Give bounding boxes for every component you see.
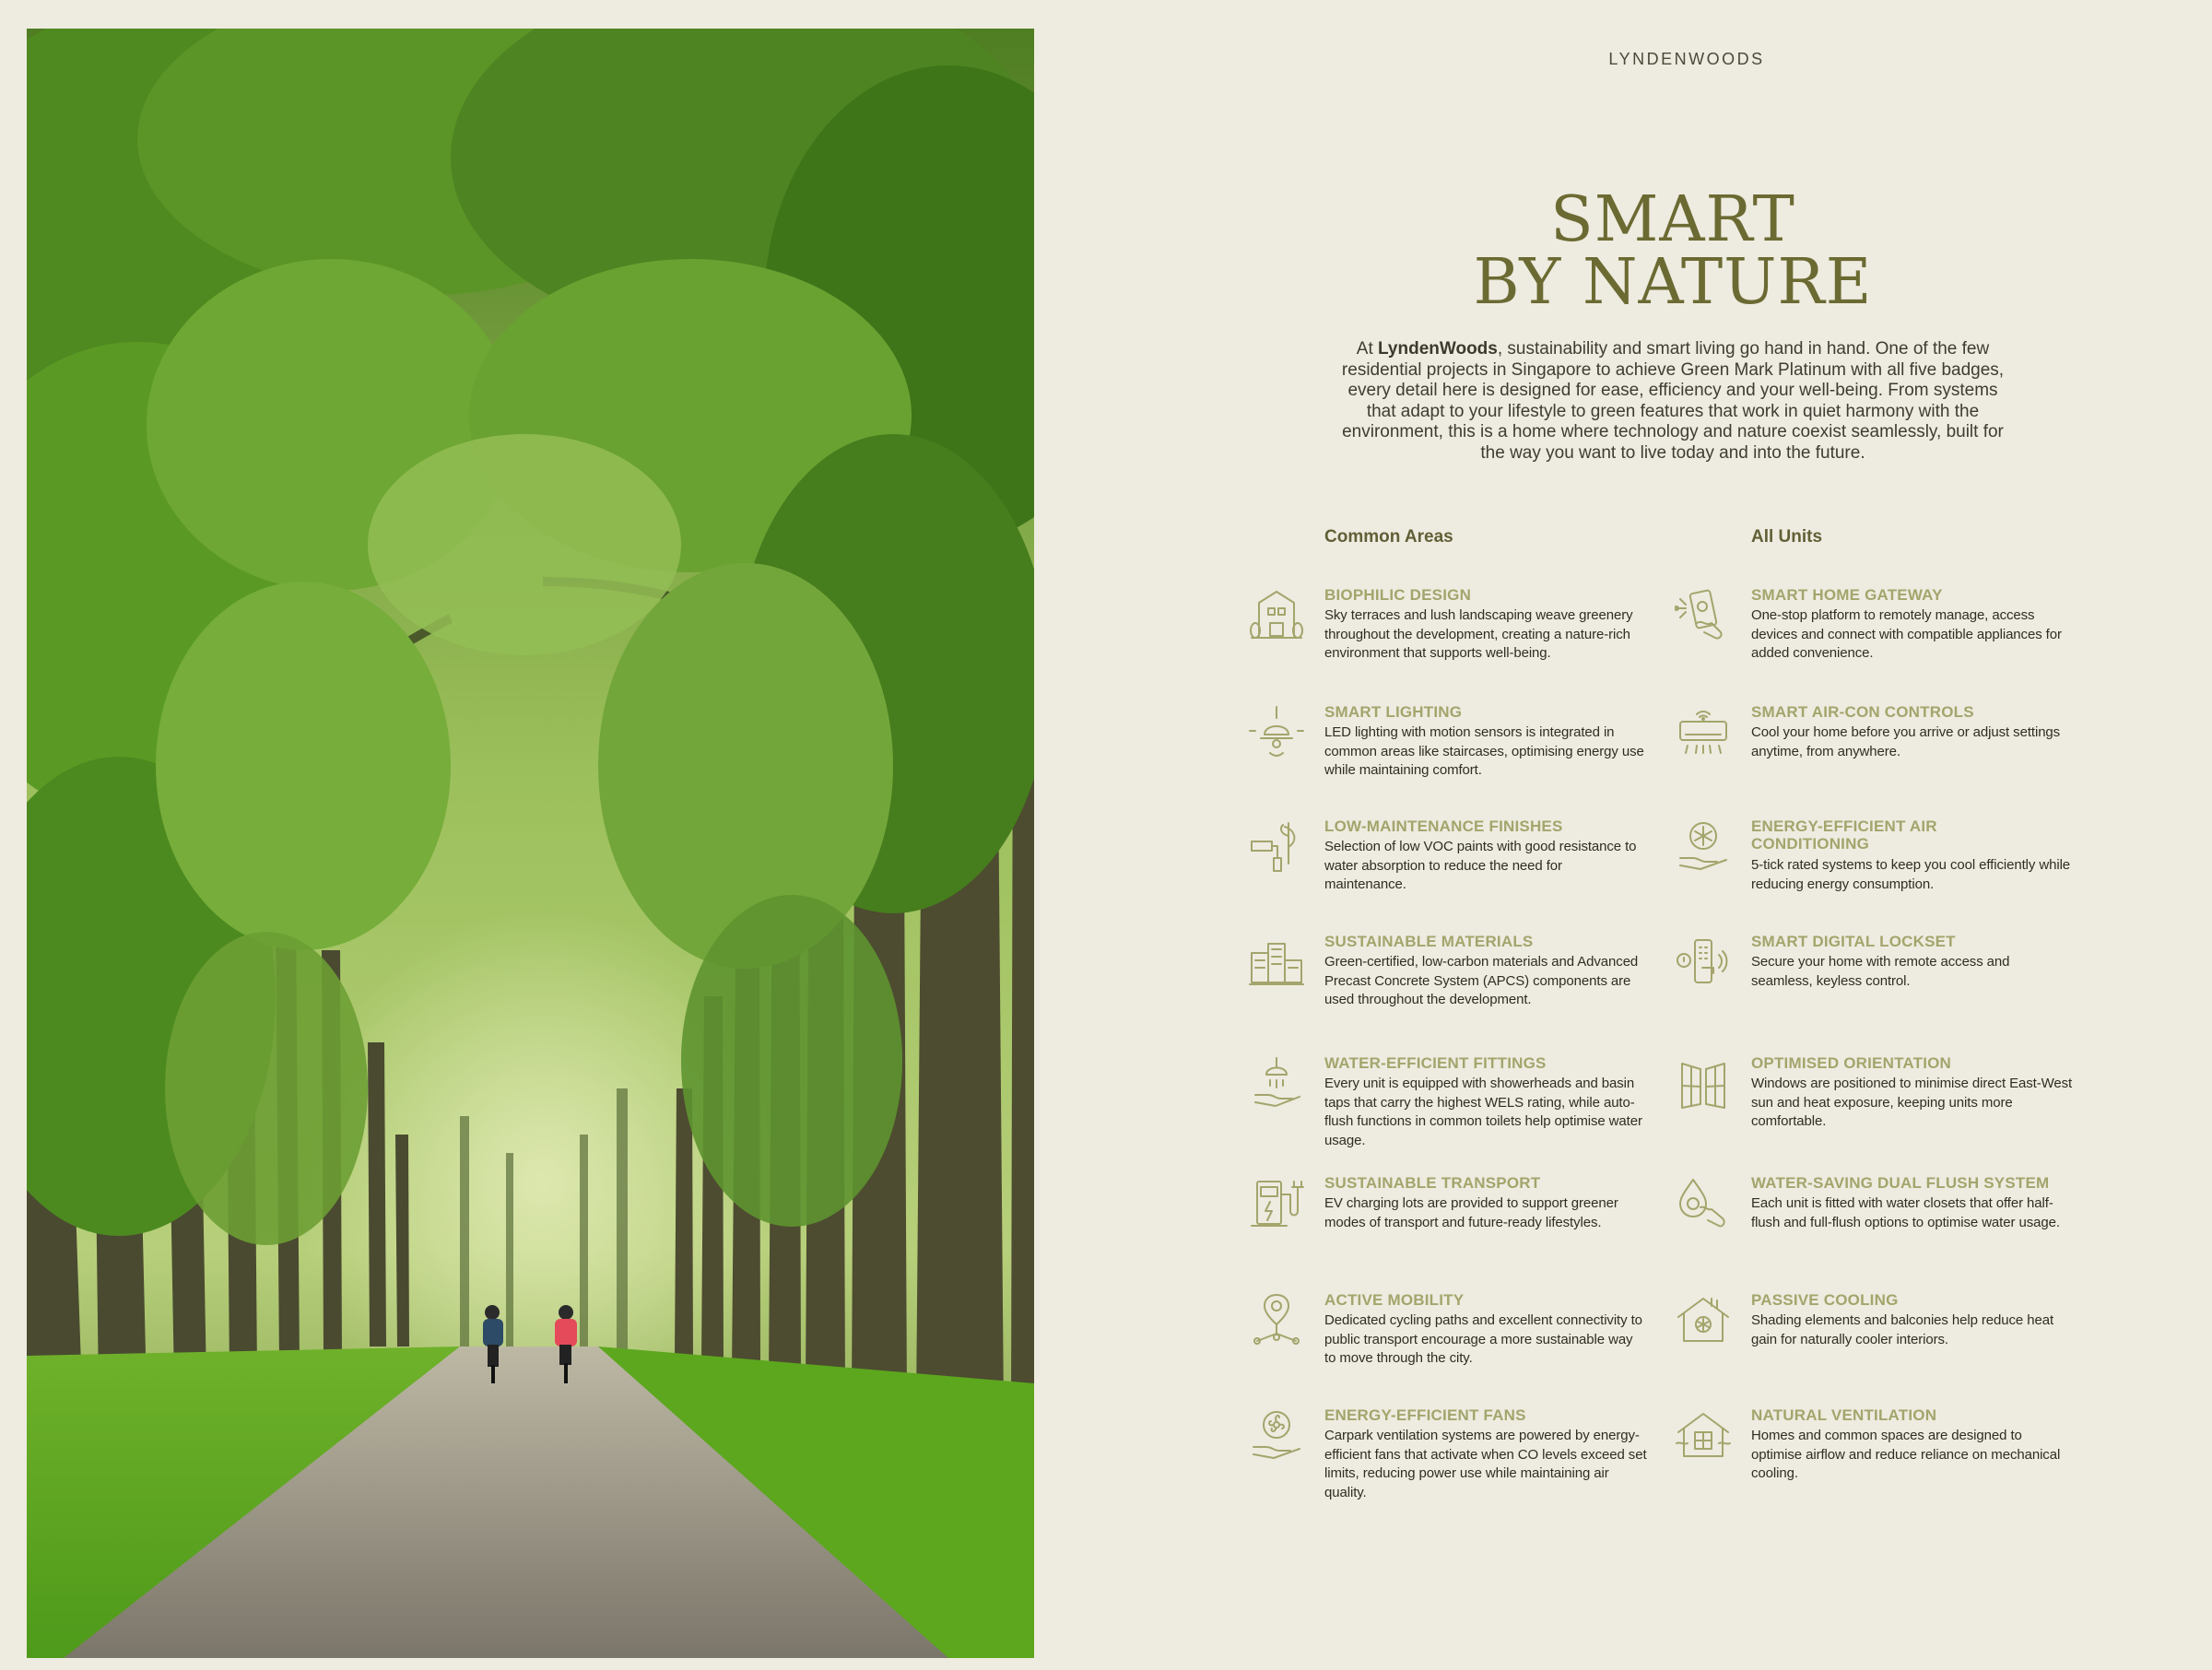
feature-title: SUSTAINABLE MATERIALS	[1324, 933, 1534, 950]
air-conditioner-wifi-icon	[1675, 703, 1732, 760]
feature-description: Windows are positioned to minimise direct East-West sun and heat exposure, keeping units more comfortable.	[1751, 1076, 2073, 1129]
feature-description: LED lighting with motion sensors is integrated in common areas like staircases, optimising energy use while maintaining comfort.	[1324, 724, 1644, 778]
feature-description: Cool your home before you arrive or adjust settings anytime, from anywhere.	[1751, 724, 2061, 759]
feature-description: Secure your home with remote access and seamless, keyless control.	[1751, 954, 2010, 989]
precast-buildings-icon	[1248, 933, 1305, 990]
hero-photo	[27, 29, 1034, 1658]
feature-description: Carpark ventilation systems are powered by energy-efficient fans that activate when CO levels exceed set limits, reducing power use while maintaining air quality.	[1324, 1428, 1647, 1500]
feature-title: NATURAL VENTILATION	[1751, 1406, 1937, 1424]
window-orientation-icon	[1675, 1054, 1732, 1111]
title-line-1: SMART	[1550, 183, 1795, 256]
title-line-2: BY NATURE	[1473, 246, 1873, 319]
feature-description: Each unit is fitted with water closets that offer half-flush and full-flush options to optimise water usage.	[1751, 1195, 2060, 1230]
digital-lock-icon	[1675, 933, 1732, 990]
tree-lined-path-illustration	[27, 29, 1034, 1658]
ceiling-light-icon	[1248, 703, 1305, 760]
feature-title: BIOPHILIC DESIGN	[1324, 586, 1472, 604]
feature-title: SMART HOME GATEWAY	[1751, 586, 1943, 604]
paint-roller-icon	[1248, 817, 1305, 875]
feature-description: Homes and common spaces are designed to optimise airflow and reduce reliance on mechanical cooling.	[1751, 1428, 2061, 1481]
smartphone-control-icon	[1675, 586, 1732, 643]
intro-text: , sustainability and smart living go hand in hand. One of the few residential projects in Singapore to achieve Green Mark Platinum with all five badges, every detail here is designed for ease, efficiency and your well-being. From systems that adapt to your lifestyle to green features that work in quiet harmony with the environment, this is a home where technology and nature coexist seamlessly, built for the way you want to live today and into the future.	[1341, 339, 2005, 463]
building-greenery-icon	[1248, 586, 1305, 643]
feature-description: Dedicated cycling paths and excellent connectivity to public transport encourage a more sustainable way to move through the city.	[1324, 1312, 1642, 1366]
feature-description: EV charging lots are provided to support greener modes of transport and future-ready lifestyles.	[1324, 1195, 1618, 1230]
feature-title: SMART LIGHTING	[1324, 703, 1463, 721]
common-areas-heading: Common Areas	[1324, 527, 1453, 547]
feature-description: Shading elements and balconies help reduce heat gain for naturally cooler interiors.	[1751, 1312, 2054, 1347]
feature-description: 5-tick rated systems to keep you cool efficiently while reducing energy consumption.	[1751, 857, 2071, 892]
feature-title: ENERGY-EFFICIENT AIR CONDITIONING	[1751, 817, 1937, 853]
page-title	[1382, 183, 1963, 319]
house-ventilation-icon	[1675, 1406, 1732, 1464]
all-units-heading: All Units	[1751, 527, 1823, 547]
water-drop-press-icon	[1675, 1174, 1732, 1231]
feature-title: OPTIMISED ORIENTATION	[1751, 1054, 1952, 1072]
intro-prefix: At	[1356, 339, 1379, 359]
feature-title: ENERGY-EFFICIENT FANS	[1324, 1406, 1526, 1424]
feature-description: Selection of low VOC paints with good resistance to water absorption to reduce the need for maintenance.	[1324, 839, 1637, 892]
feature-title: PASSIVE COOLING	[1751, 1291, 1899, 1309]
feature-title: ACTIVE MOBILITY	[1324, 1291, 1465, 1309]
feature-title: SMART AIR-CON CONTROLS	[1751, 703, 1974, 721]
feature-title: SMART DIGITAL LOCKSET	[1751, 933, 1956, 950]
snowflake-hand-icon	[1675, 817, 1732, 875]
location-network-icon	[1248, 1291, 1305, 1348]
shower-water-icon	[1248, 1054, 1305, 1111]
feature-title: SUSTAINABLE TRANSPORT	[1324, 1174, 1541, 1192]
intro-paragraph	[1341, 339, 2005, 464]
brand-name: LYNDENWOODS	[1608, 50, 1765, 68]
intro-brand: LyndenWoods	[1378, 339, 1498, 359]
ev-charger-icon	[1248, 1174, 1305, 1231]
feature-title: WATER-SAVING DUAL FLUSH SYSTEM	[1751, 1174, 2050, 1192]
feature-description: Every unit is equipped with showerheads and basin taps that carry the highest WELS rating, while auto-flush functions in common toilets help optimise water usage.	[1324, 1076, 1642, 1148]
feature-description: Green-certified, low-carbon materials and Advanced Precast Concrete System (APCS) components are used throughout the development.	[1324, 954, 1639, 1007]
feature-title: WATER-EFFICIENT FITTINGS	[1324, 1054, 1547, 1072]
feature-description: One-stop platform to remotely manage, access devices and connect with compatible appliances for added convenience.	[1751, 607, 2062, 661]
fan-hand-icon	[1248, 1406, 1305, 1464]
house-cooling-icon	[1675, 1291, 1732, 1348]
feature-description: Sky terraces and lush landscaping weave greenery throughout the development, creating a nature-rich environment that supports well-being.	[1324, 607, 1633, 661]
feature-title: LOW-MAINTENANCE FINISHES	[1324, 817, 1563, 835]
